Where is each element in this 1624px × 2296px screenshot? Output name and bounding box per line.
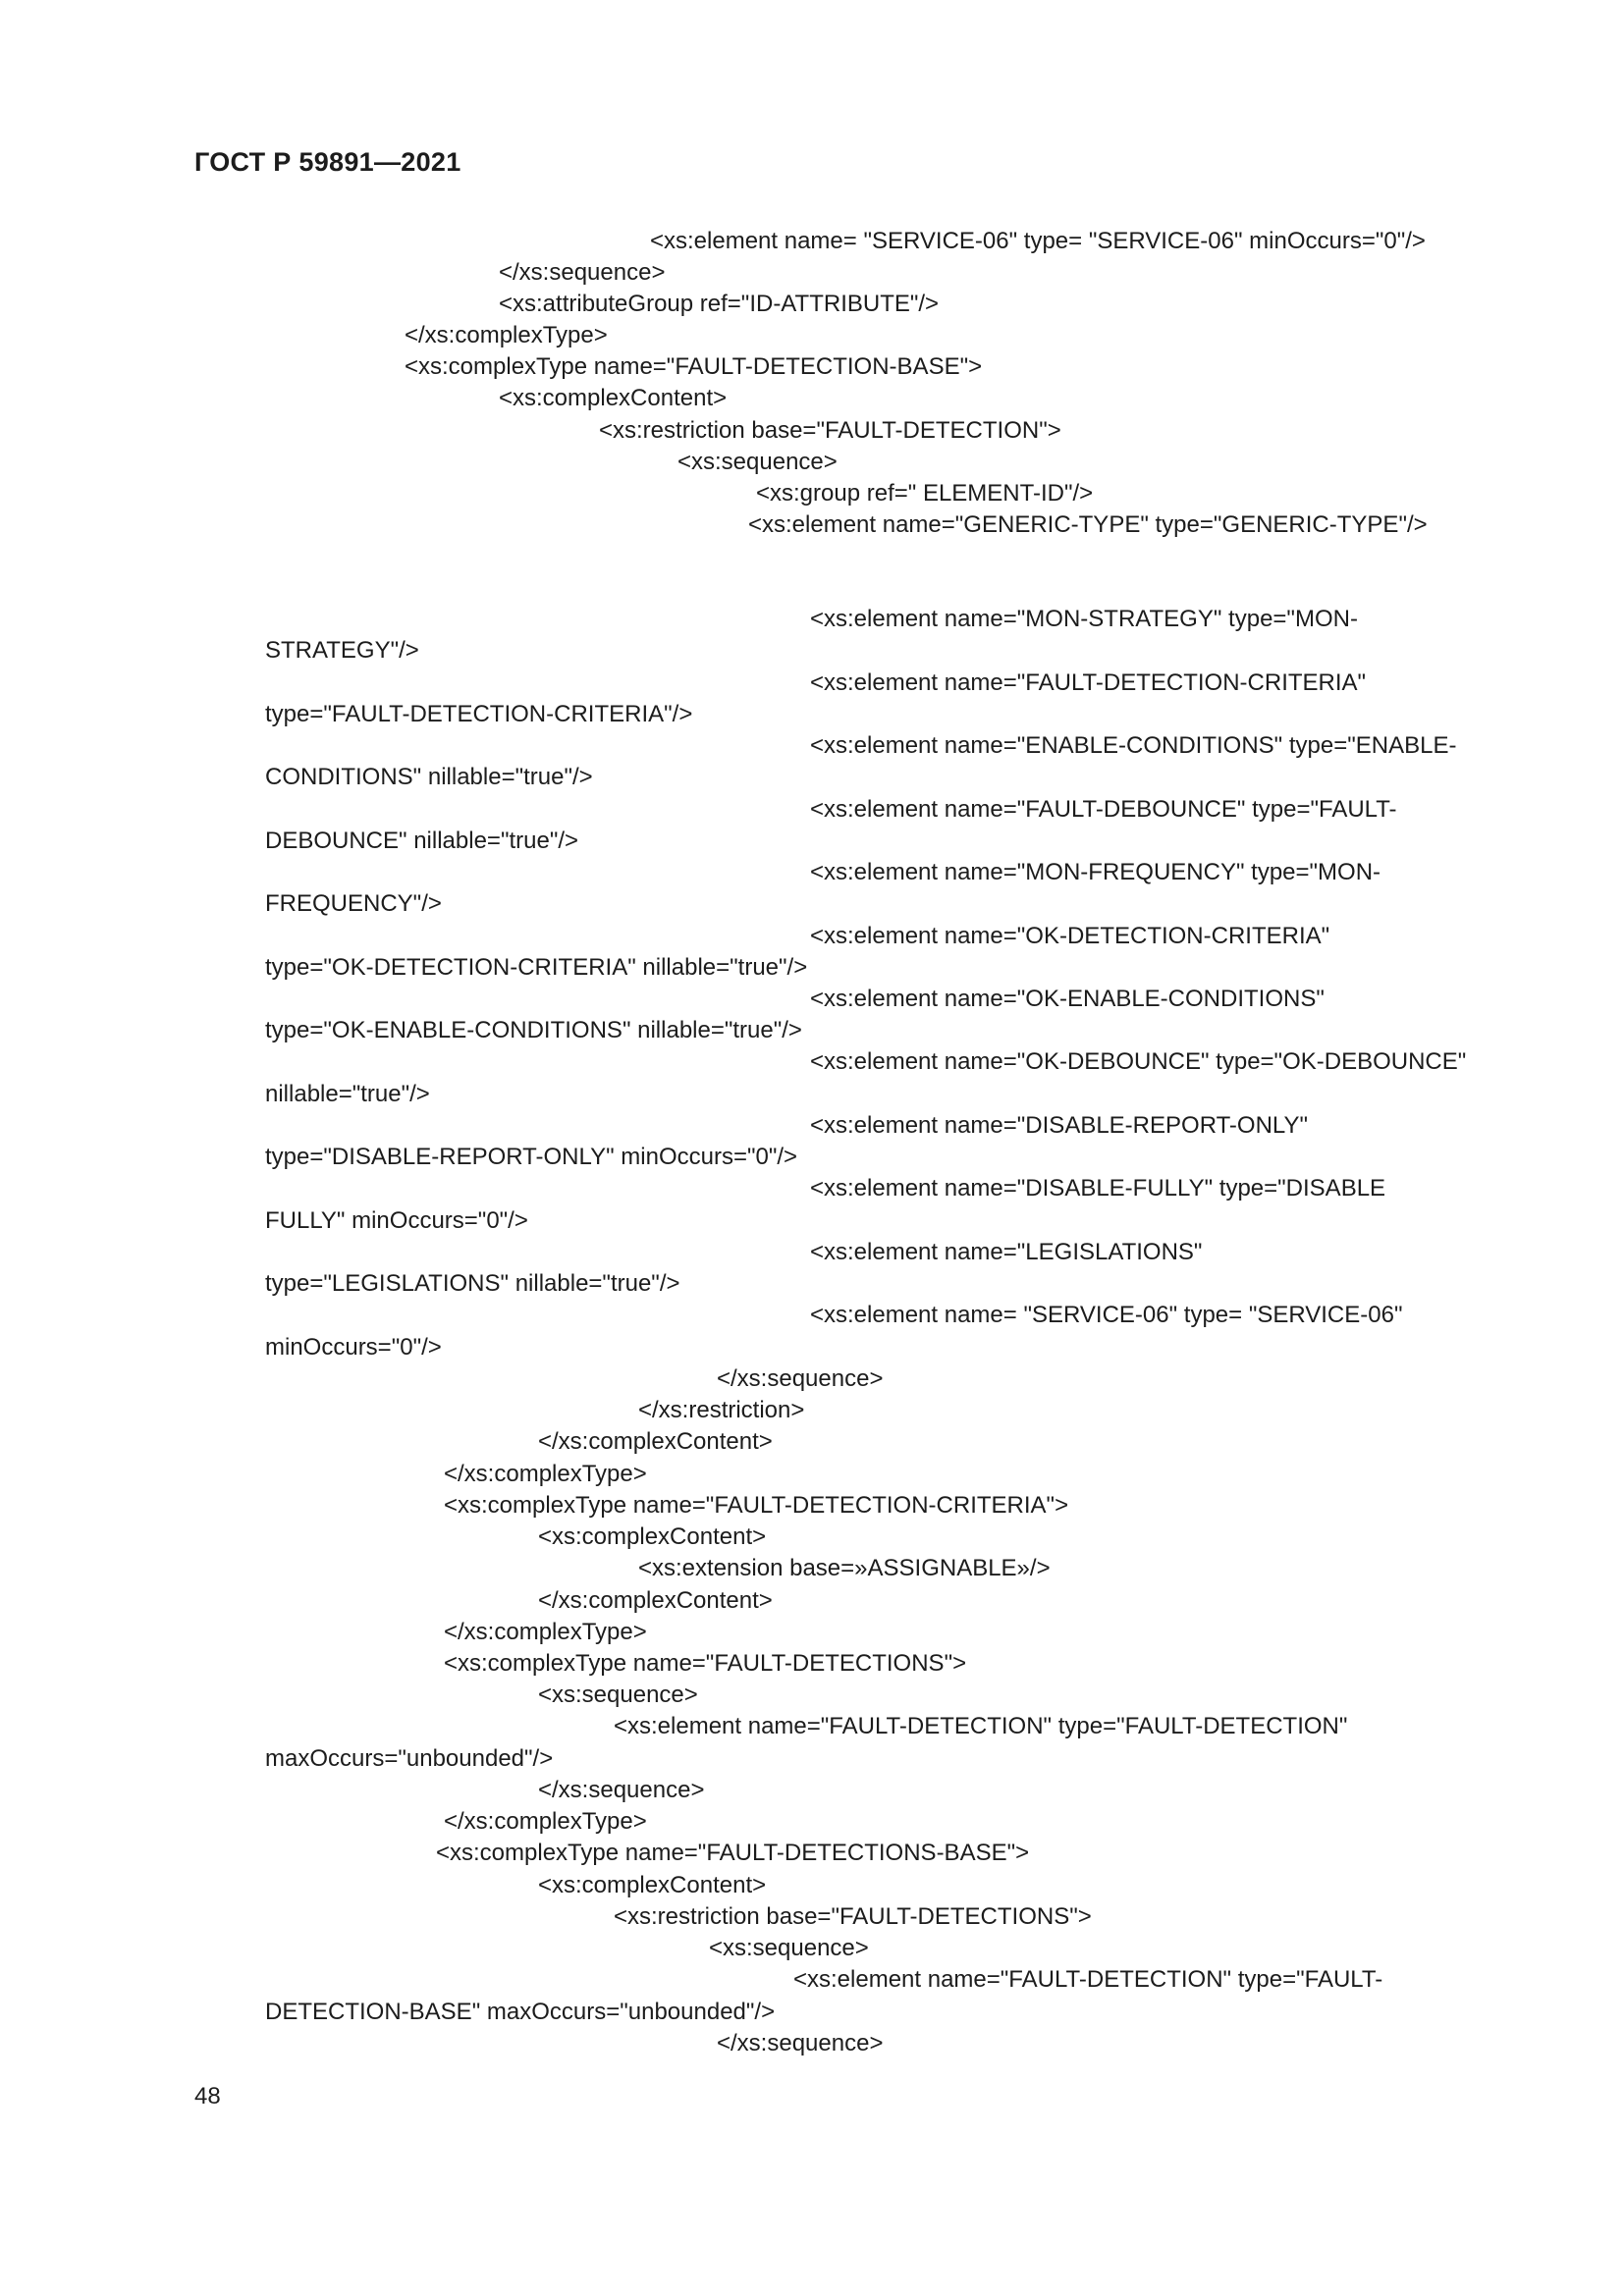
code-line: <xs:sequence>	[709, 1935, 869, 1961]
code-line: <xs:complexContent>	[538, 1523, 767, 1550]
code-line: <xs:complexType name="FAULT-DETECTIONS-BASE">	[436, 1840, 1030, 1866]
code-line: </xs:sequence>	[499, 259, 666, 286]
code-line: FREQUENCY"/>	[265, 890, 442, 917]
code-line: <xs:element name="FAULT-DEBOUNCE" type="FAULT-	[810, 796, 1397, 823]
code-line: type="LEGISLATIONS" nillable="true"/>	[265, 1270, 680, 1297]
code-line: nillable="true"/>	[265, 1081, 430, 1107]
code-line: type="OK-ENABLE-CONDITIONS" nillable="true"/>	[265, 1017, 802, 1043]
code-line: CONDITIONS" nillable="true"/>	[265, 764, 593, 790]
code-line: minOccurs="0"/>	[265, 1334, 442, 1361]
code-line: type="OK-DETECTION-CRITERIA" nillable="true"/>	[265, 954, 808, 981]
document-header: ГОСТ Р 59891—2021	[194, 147, 461, 177]
code-line: STRATEGY"/>	[265, 637, 419, 664]
code-line: <xs:element name="FAULT-DETECTION" type="FAULT-DETECTION"	[614, 1713, 1348, 1739]
code-line: <xs:element name="LEGISLATIONS"	[810, 1239, 1203, 1265]
code-line: </xs:sequence>	[717, 2030, 884, 2056]
code-line: <xs:complexType name="FAULT-DETECTION-BASE">	[405, 353, 983, 380]
code-line: <xs:element name="FAULT-DETECTION" type="FAULT-	[793, 1966, 1383, 1993]
code-line: <xs:element name="MON-FREQUENCY" type="MON-	[810, 859, 1381, 885]
code-line: <xs:element name="MON-STRATEGY" type="MON-	[810, 606, 1358, 632]
code-line: type="FAULT-DETECTION-CRITERIA"/>	[265, 701, 693, 727]
code-line: <xs:element name="ENABLE-CONDITIONS" type="ENABLE-	[810, 732, 1457, 759]
code-line: <xs:element name="OK-DEBOUNCE" type="OK-DEBOUNCE"	[810, 1048, 1467, 1075]
code-line: <xs:element name="OK-ENABLE-CONDITIONS"	[810, 986, 1325, 1012]
code-line: DEBOUNCE" nillable="true"/>	[265, 828, 579, 854]
code-line: </xs:restriction>	[638, 1397, 805, 1423]
code-line: <xs:complexType name="FAULT-DETECTIONS">	[444, 1650, 967, 1677]
code-line: <xs:element name="DISABLE-FULLY" type="DISABLE	[810, 1175, 1386, 1201]
code-line: <xs:element name="DISABLE-REPORT-ONLY"	[810, 1112, 1309, 1139]
code-line: <xs:element name="FAULT-DETECTION-CRITERIA"	[810, 669, 1367, 696]
code-line: DETECTION-BASE" maxOccurs="unbounded"/>	[265, 1999, 776, 2025]
code-line: <xs:element name= "SERVICE-06" type= "SERVICE-06" minOccurs="0"/>	[650, 228, 1426, 254]
code-line: <xs:extension base=»ASSIGNABLE»/>	[638, 1555, 1051, 1581]
code-line: <xs:restriction base="FAULT-DETECTION">	[599, 417, 1061, 444]
code-line: <xs:complexContent>	[538, 1872, 767, 1898]
code-line: FULLY" minOccurs="0"/>	[265, 1207, 528, 1234]
code-line: </xs:complexType>	[444, 1619, 647, 1645]
code-line: </xs:sequence>	[717, 1365, 884, 1392]
code-line: <xs:restriction base="FAULT-DETECTIONS">	[614, 1903, 1092, 1930]
code-line: <xs:sequence>	[677, 449, 838, 475]
page-number: 48	[194, 2083, 221, 2109]
code-line: <xs:element name= "SERVICE-06" type= "SERVICE-06"	[810, 1302, 1403, 1328]
code-line: <xs:element name="GENERIC-TYPE" type="GENERIC-TYPE"/>	[748, 511, 1428, 538]
code-line: <xs:group ref=" ELEMENT-ID"/>	[756, 480, 1094, 507]
code-line: type="DISABLE-REPORT-ONLY" minOccurs="0"/>	[265, 1144, 798, 1170]
code-line: <xs:complexContent>	[499, 385, 728, 411]
code-line: </xs:complexType>	[444, 1808, 647, 1835]
code-line: </xs:complexContent>	[538, 1587, 773, 1614]
code-line: </xs:complexContent>	[538, 1428, 773, 1455]
code-line: maxOccurs="unbounded"/>	[265, 1745, 554, 1772]
code-line: </xs:sequence>	[538, 1777, 705, 1803]
code-line: <xs:attributeGroup ref="ID-ATTRIBUTE"/>	[499, 291, 940, 317]
code-line: <xs:element name="OK-DETECTION-CRITERIA"	[810, 923, 1330, 949]
code-line: </xs:complexType>	[444, 1461, 647, 1487]
code-line: </xs:complexType>	[405, 322, 608, 348]
code-line: <xs:complexType name="FAULT-DETECTION-CRITERIA">	[444, 1492, 1069, 1519]
code-line: <xs:sequence>	[538, 1682, 698, 1708]
